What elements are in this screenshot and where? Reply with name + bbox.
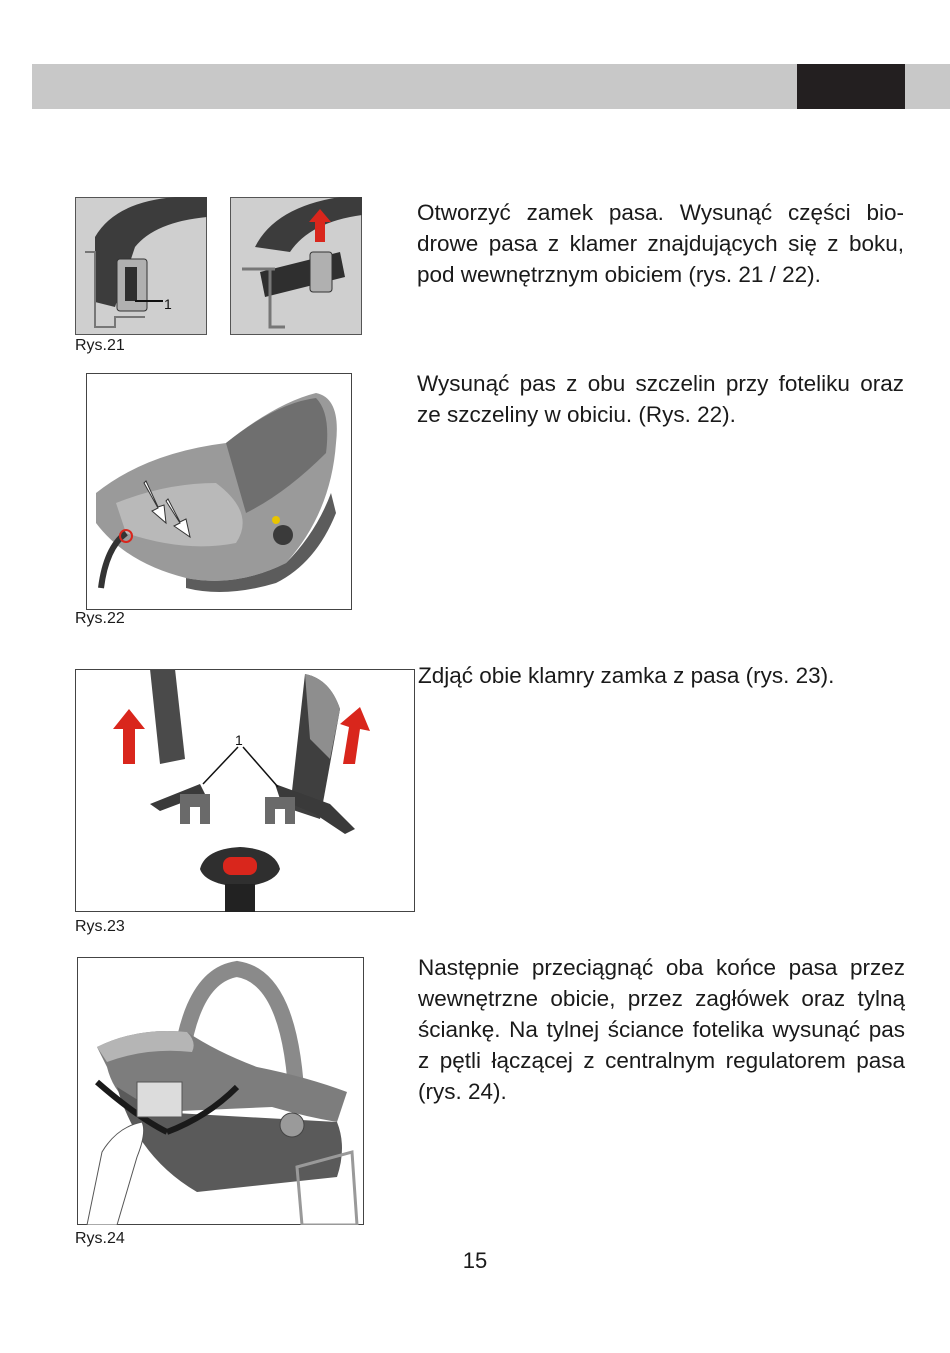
header-tab-block [797,64,905,109]
paragraph-4: Następnie przeciągnąć oba końce pasa przez wewnętrzne obicie, przez zagłówek oraz tylną ściankę. Na tylnej ściance fotelika wysunąć pas z pętli łączącej z centralnym regulatorem pasa (rys. 24). [418,955,905,1104]
page-number: 15 [462,1248,488,1273]
figure-23-callout-1: 1 [235,732,243,748]
figure-24-image [77,957,364,1225]
figure-22-image [86,373,352,610]
figure-21-left-panel [75,197,207,335]
figure-21-right-panel [230,197,362,335]
paragraph-1: Otworzyć zamek pasa. Wysunąć części bio-drowe pasa z klamer znajdujących się z boku, pod wewnętrznym obiciem (rys. 21 / 22). [417,200,904,287]
paragraph-3: Zdjąć obie klamry zamka z pasa (rys. 23). [418,663,835,688]
figure-23-caption: Rys.23 [75,918,125,935]
figure-21-callout-1: 1 [164,296,172,312]
figure-22-caption: Rys.22 [75,610,125,627]
figure-21-caption: Rys.21 [75,337,125,354]
figure-24-caption: Rys.24 [75,1230,125,1247]
paragraph-2: Wysunąć pas z obu szczelin przy foteliku oraz ze szczeliny w obiciu. (Rys. 22). [417,371,904,427]
figure-23-image [75,669,415,912]
